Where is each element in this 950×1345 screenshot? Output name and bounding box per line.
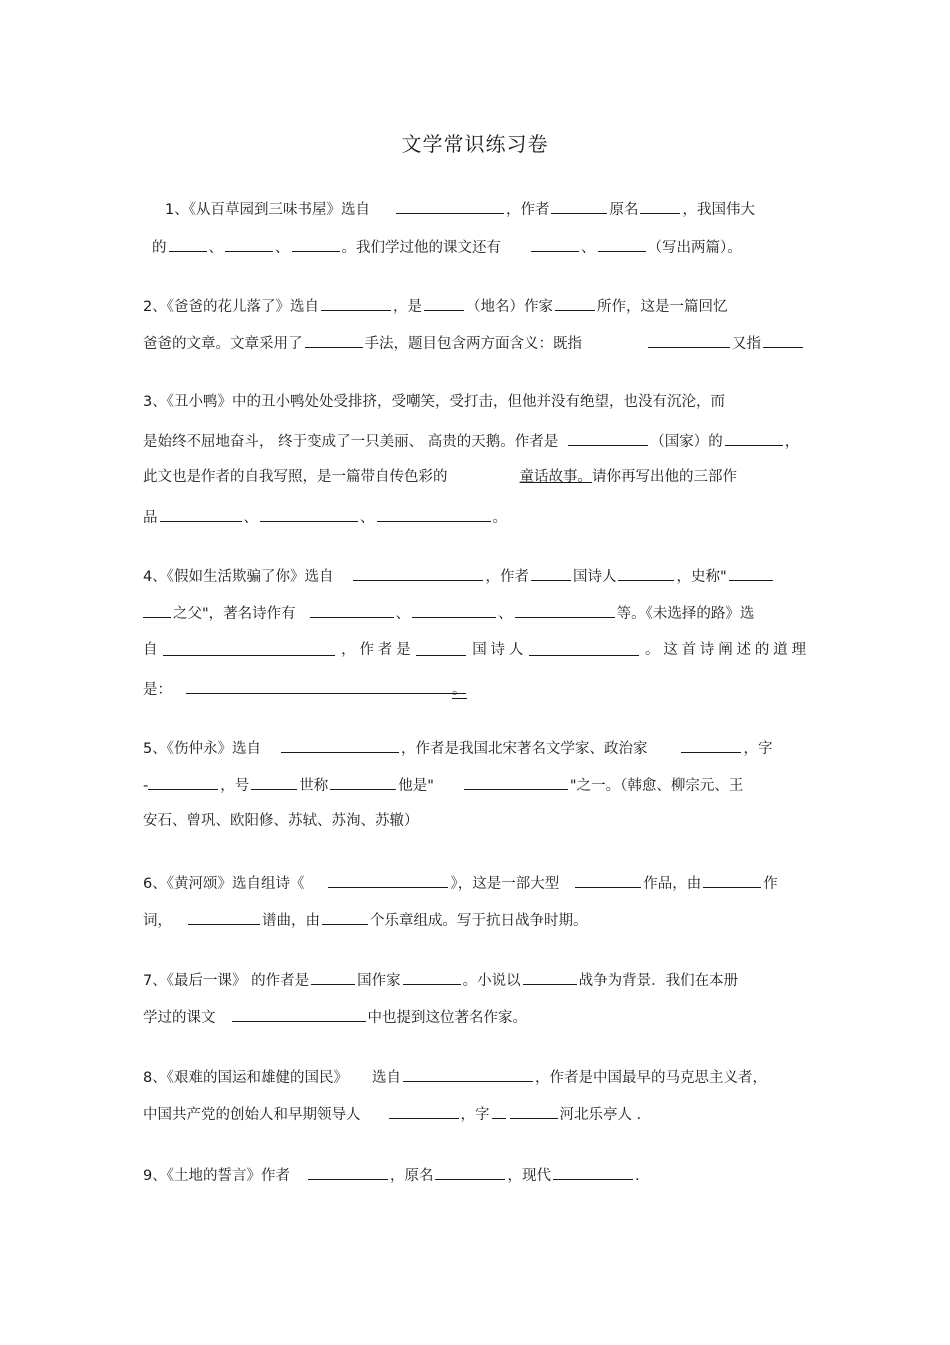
line-text: 请你再写出他的三部作 xyxy=(592,469,737,485)
line-text: 者 xyxy=(377,642,393,658)
answer-blank[interactable] xyxy=(464,774,568,790)
exam-line xyxy=(143,392,725,412)
line-text: 此文也是作者的自我写照，是一篇带自传色彩的 xyxy=(143,469,448,485)
line-text: 》，这是一部大型 xyxy=(450,876,560,892)
line-text: 所作，这是一篇回忆 xyxy=(596,299,728,315)
line-text: ，作者 xyxy=(505,202,550,218)
line-text: ，现代 xyxy=(507,1168,551,1184)
line-text: （地名）作家 xyxy=(465,299,553,315)
line-text: 他是" xyxy=(398,778,434,794)
answer-blank[interactable] xyxy=(160,506,242,522)
exam-line xyxy=(143,467,737,487)
line-text: ，原名 xyxy=(389,1168,434,1184)
line-text: 9、《土地的誓言》作者 xyxy=(143,1168,290,1184)
line-text: 。小说以 xyxy=(462,973,521,989)
exam-line xyxy=(143,1103,651,1123)
exam-line xyxy=(143,872,778,892)
line-text: 个乐章组成。写于抗日战争时期。 xyxy=(370,913,588,929)
answer-blank[interactable] xyxy=(260,506,358,522)
line-text: 战争为背景．我们在本册 xyxy=(578,973,739,989)
answer-blank[interactable] xyxy=(681,737,741,753)
line-text: 安石、曾巩、欧阳修、苏轼、苏洵、苏辙） xyxy=(143,813,419,829)
exam-line xyxy=(143,430,799,450)
line-text: 、 xyxy=(581,240,596,256)
exam-line xyxy=(143,565,775,585)
answer-blank[interactable] xyxy=(531,565,571,581)
line-text: 、 xyxy=(498,606,513,622)
answer-blank[interactable] xyxy=(305,332,363,348)
answer-blank[interactable] xyxy=(598,236,646,252)
line-text: ， xyxy=(341,642,356,658)
line-text: . xyxy=(634,1168,640,1184)
line-text: 人 xyxy=(508,642,524,658)
answer-blank[interactable] xyxy=(523,969,577,985)
answer-blank[interactable] xyxy=(403,969,461,985)
line-text: ，字 xyxy=(460,1107,490,1123)
line-text: 6、《黄河颂》选自组诗《 xyxy=(143,876,305,892)
exam-line xyxy=(143,909,588,929)
line-text: 、 xyxy=(208,240,223,256)
line-text: ， xyxy=(784,434,800,450)
answer-blank[interactable] xyxy=(424,295,464,311)
line-text: ，号 xyxy=(220,778,250,794)
line-text: 述 xyxy=(736,642,751,658)
line-text: 、 xyxy=(243,510,258,526)
line-text: ，作者是我国北宋著名文学家、政治家 xyxy=(400,741,648,757)
answer-blank[interactable] xyxy=(353,565,483,581)
line-text: 词， xyxy=(143,913,172,929)
line-text: 5、《伤仲永》选自 xyxy=(143,741,261,757)
line-text: ，作者是中国最早的马克思主义者， xyxy=(534,1070,767,1086)
line-text: 诗 xyxy=(490,642,505,658)
line-text: 这 xyxy=(663,642,678,658)
line-text: 1、《从百草园到三味书屋》选自 xyxy=(165,202,370,218)
line-text: 7、《最后一课》 的作者是 xyxy=(143,973,310,989)
line-text: 爸爸的文章。文章采用了 xyxy=(143,336,303,352)
line-text: 4、《假如生活欺骗了你》选自 xyxy=(143,569,334,585)
line-text: （国家）的 xyxy=(650,434,723,450)
line-text: 是 xyxy=(396,642,411,658)
line-text: 之父"，著名诗作有 xyxy=(173,606,296,622)
answer-blank[interactable] xyxy=(568,430,648,446)
exam-line xyxy=(143,295,727,315)
line-text: 。 xyxy=(452,682,467,698)
answer-blank[interactable] xyxy=(551,198,607,214)
answer-blank[interactable] xyxy=(186,678,466,694)
answer-blank[interactable] xyxy=(232,1006,366,1022)
answer-blank[interactable] xyxy=(328,872,448,888)
answer-blank[interactable] xyxy=(188,909,260,925)
answer-blank[interactable] xyxy=(575,872,641,888)
line-text: 手法，题目包含两方面含义：既指 xyxy=(364,336,582,352)
answer-blank[interactable] xyxy=(322,909,368,925)
exam-line xyxy=(165,198,755,218)
exam-line xyxy=(143,506,507,526)
answer-blank[interactable] xyxy=(531,236,579,252)
answer-blank[interactable] xyxy=(281,737,399,753)
line-text: 阐 xyxy=(718,642,733,658)
answer-blank[interactable] xyxy=(396,198,504,214)
line-text: 谱曲，由 xyxy=(262,913,320,929)
answer-blank[interactable] xyxy=(163,640,335,656)
exam-line xyxy=(143,811,419,831)
line-text: 诗 xyxy=(699,642,715,658)
exam-line xyxy=(143,1164,640,1184)
line-text: 等。《未选择的路》选 xyxy=(616,606,755,622)
answer-blank[interactable] xyxy=(725,430,783,446)
line-text: 、 xyxy=(395,606,411,622)
line-text: 理 xyxy=(791,642,806,658)
answer-blank[interactable] xyxy=(251,774,297,790)
exam-line xyxy=(143,969,738,989)
line-text: 国诗人 xyxy=(572,569,617,585)
answer-blank[interactable] xyxy=(308,1164,388,1180)
answer-blank[interactable] xyxy=(515,602,615,618)
line-text: ，我国伟大 xyxy=(682,202,755,218)
line-text: 学过的课文 xyxy=(143,1010,216,1026)
exam-line xyxy=(143,332,805,352)
underlined-text: 童话故事。 xyxy=(519,469,592,485)
exam-line xyxy=(143,737,772,757)
answer-blank[interactable] xyxy=(169,236,207,252)
line-text: ，字 xyxy=(743,741,773,757)
answer-blank[interactable] xyxy=(553,1164,633,1180)
answer-blank[interactable] xyxy=(148,774,218,790)
answer-blank[interactable] xyxy=(292,236,340,252)
line-text: 国 xyxy=(472,642,487,658)
line-text: 8、《艰难的国运和雄健的国民》 xyxy=(143,1070,348,1086)
answer-blank[interactable] xyxy=(143,602,171,618)
line-text: 、 xyxy=(275,240,290,256)
answer-blank[interactable] xyxy=(529,640,639,656)
line-text: 的 xyxy=(754,642,770,658)
page-title: 文学常识练习卷 xyxy=(401,132,549,156)
line-text: 作 xyxy=(359,642,374,658)
answer-blank[interactable] xyxy=(435,1164,505,1180)
line-text: ，史称" xyxy=(676,569,727,585)
line-text: 首 xyxy=(681,642,697,658)
answer-blank[interactable] xyxy=(640,198,680,214)
line-text: 国作家 xyxy=(357,973,401,989)
line-text: 作 xyxy=(763,876,778,892)
line-text: 。 xyxy=(492,510,507,526)
answer-blank[interactable] xyxy=(618,565,674,581)
answer-blank[interactable] xyxy=(492,1103,506,1119)
answer-blank[interactable] xyxy=(555,295,595,311)
line-text: 原名 xyxy=(609,202,639,218)
exam-line xyxy=(143,640,806,660)
exam-line xyxy=(143,774,743,794)
answer-blank[interactable] xyxy=(648,332,730,348)
line-text: 品 xyxy=(143,510,158,526)
answer-blank[interactable] xyxy=(416,640,466,656)
line-text: 是： xyxy=(143,682,172,698)
line-text: - xyxy=(143,778,149,794)
line-text: 中也提到这位著名作家。 xyxy=(367,1010,527,1026)
exam-line xyxy=(143,602,754,622)
line-text: 世称 xyxy=(299,778,329,794)
line-text: 选自 xyxy=(371,1070,401,1086)
answer-blank[interactable] xyxy=(311,969,355,985)
answer-blank[interactable] xyxy=(510,1103,558,1119)
answer-blank[interactable] xyxy=(389,1103,459,1119)
line-text: 。我们学过他的课文还有 xyxy=(341,240,501,256)
answer-blank[interactable] xyxy=(310,602,394,618)
line-text: 道 xyxy=(773,642,788,658)
answer-blank[interactable] xyxy=(225,236,273,252)
line-text: 河北乐亭人 ． xyxy=(559,1107,652,1123)
answer-blank[interactable] xyxy=(330,774,396,790)
line-text: 又指 xyxy=(732,336,761,352)
exam-line xyxy=(143,1066,767,1086)
line-text: 3、《丑小鸭》中的丑小鸭处处受排挤，受嘲笑，受打击，但他并没有绝望，也没有沉沦，而 xyxy=(143,394,725,410)
answer-blank[interactable] xyxy=(403,1066,533,1082)
line-text: 。 xyxy=(644,642,660,658)
line-text: ，作者 xyxy=(485,569,529,585)
exam-line xyxy=(143,1006,527,1026)
exam-line xyxy=(152,236,742,256)
line-text: ，是 xyxy=(392,299,422,315)
answer-blank[interactable] xyxy=(729,565,773,581)
line-text: 的 xyxy=(152,240,167,256)
line-text: 作品，由 xyxy=(643,876,702,892)
exam-line xyxy=(143,678,467,698)
line-text: 2、《爸爸的花儿落了》选自 xyxy=(143,299,319,315)
answer-blank[interactable] xyxy=(703,872,761,888)
line-text: "之一。（韩愈、柳宗元、王 xyxy=(569,778,744,794)
answer-blank[interactable] xyxy=(377,506,491,522)
line-text: （写出两篇）。 xyxy=(647,240,742,256)
answer-blank[interactable] xyxy=(412,602,496,618)
answer-blank[interactable] xyxy=(321,295,391,311)
line-text: 自 xyxy=(143,642,158,658)
line-text: 中国共产党的创始人和早期领导人 xyxy=(143,1107,361,1123)
line-text: 、 xyxy=(360,510,375,526)
answer-blank[interactable] xyxy=(763,332,803,348)
line-text: 是始终不屈地奋斗， 终于变成了一只美丽、 高贵的天鹅。作者是 xyxy=(143,434,559,450)
